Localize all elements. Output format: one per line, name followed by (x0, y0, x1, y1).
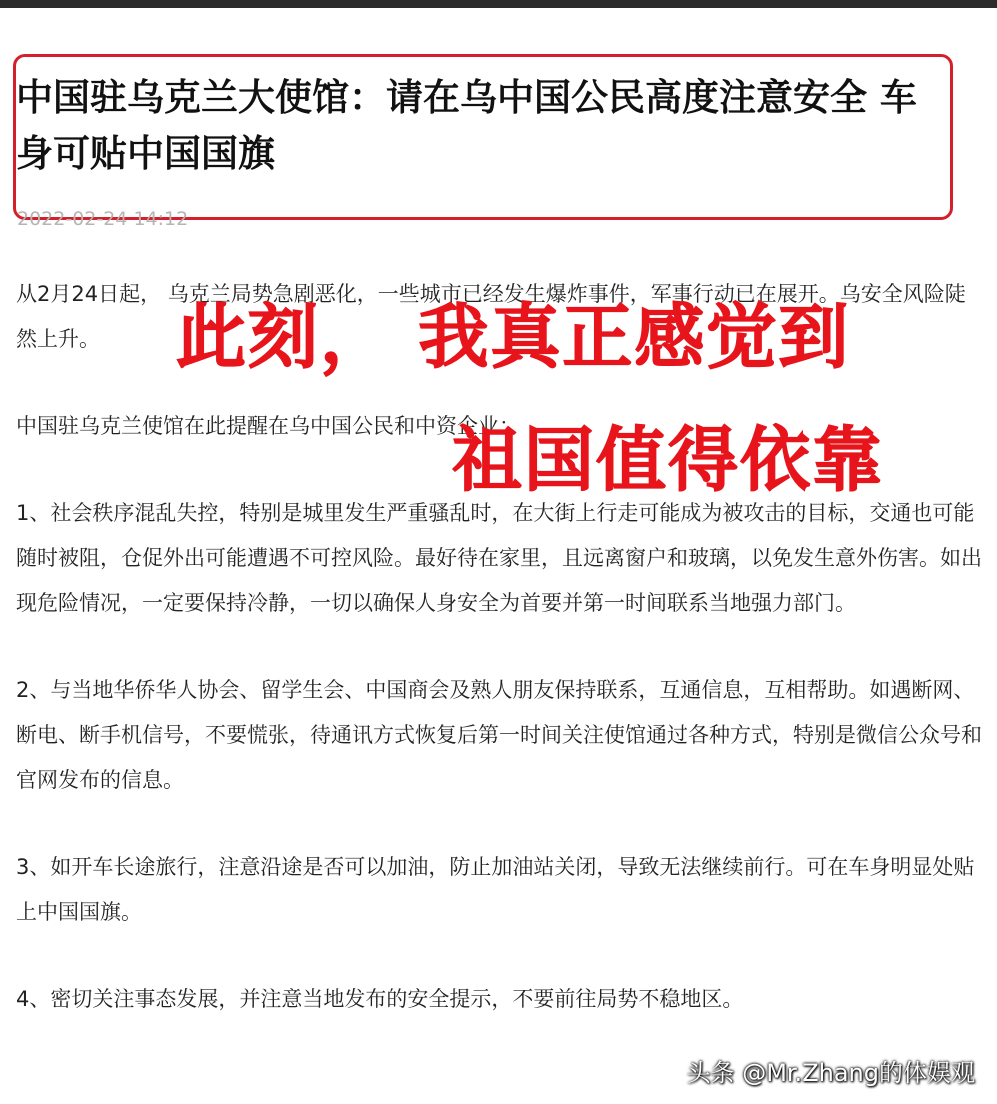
paragraph-item-2: 2、与当地华侨华人协会、留学生会、中国商会及熟人朋友保持联系，互通信息，互相帮助。如遇断网、断电、断手机信号，不要慌张，待通讯方式恢复后第一时间关注使馆通过各种方式，特别是微信公众号和官网发布的信息。 (16, 678, 982, 792)
overlay-caption-line-1: 此刻， 我真正感觉到 (176, 296, 851, 378)
paragraph-item-4: 4、密切关注事态发展，并注意当地发布的安全提示，不要前往局势不稳地区。 (16, 987, 744, 1011)
paragraph-reminder: 中国驻乌克兰使馆在此提醒在乌中国公民和中资企业： (16, 414, 520, 438)
article-date: 2022-02-24 14:12 (17, 208, 189, 230)
paragraph-item-1: 1、社会秩序混乱失控，特别是城里发生严重骚乱时，在大街上行走可能成为被攻击的目标，交通也可能随时被阻，仓促外出可能遭遇不可控风险。最好待在家里，且远离窗户和玻璃，以免发生意外伤害。如出现危险情况，一定要保持冷静，一切以确保人身安全为首要并第一时间联系当地强力部门。 (16, 501, 982, 615)
overlay-caption-line-2: 祖国值得依靠 (452, 419, 884, 501)
paragraph-intro: 从2月24日起， 乌克兰局势急剧恶化，一些城市已经发生爆炸事件，军事行动已在展开。乌安全风险陡然上升。 (16, 282, 966, 351)
article-title: 中国驻乌克兰大使馆：请在乌中国公民高度注意安全 车身可贴中国国旗 (16, 76, 917, 175)
top-bar (0, 0, 997, 8)
watermark: 头条 @Mr.Zhang的体娱观 (686, 1059, 975, 1087)
article-body (16, 272, 984, 1064)
paragraph-item-3: 3、如开车长途旅行，注意沿途是否可以加油，防止加油站关闭，导致无法继续前行。可在车身明显处贴上中国国旗。 (16, 855, 975, 924)
